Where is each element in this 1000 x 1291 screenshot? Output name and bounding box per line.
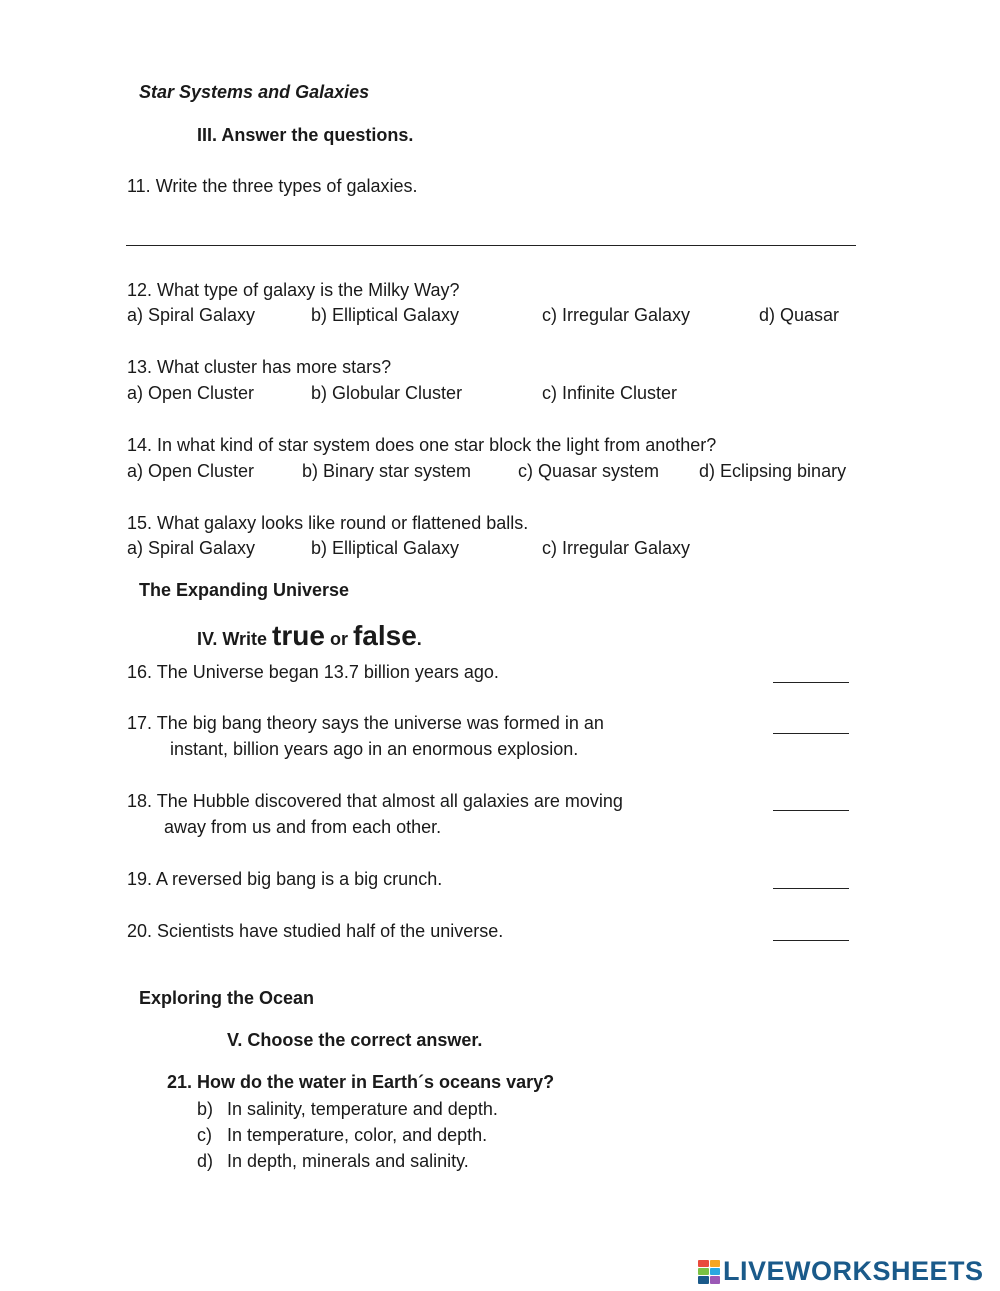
answer-blank-19[interactable] (773, 888, 849, 889)
statement-16: 16. The Universe began 13.7 billion years ago. (127, 662, 499, 682)
statement-19: 19. A reversed big bang is a big crunch. (127, 869, 443, 889)
q13-option-c[interactable]: c) Infinite Cluster (542, 383, 678, 403)
q12-option-b[interactable]: b) Elliptical Galaxy (311, 305, 460, 325)
liveworksheets-brand-text: LIVEWORKSHEETS (723, 1256, 984, 1286)
q12-option-a[interactable]: a) Spiral Galaxy (127, 305, 256, 325)
question-12: 12. What type of galaxy is the Milky Way? (127, 280, 460, 300)
q14-option-c[interactable]: c) Quasar system (518, 461, 660, 481)
instruction-choose-answer: V. Choose the correct answer. (227, 1030, 483, 1050)
statement-18-line-1: 18. The Hubble discovered that almost all galaxies are moving (127, 791, 623, 811)
statement-20: 20. Scientists have studied half of the universe. (127, 921, 504, 941)
statement-17-line-2: instant, billion years ago in an enormous explosion. (170, 739, 579, 759)
answer-blank-20[interactable] (773, 940, 849, 941)
statement-17-line-1: 17. The big bang theory says the universe was formed in an (127, 713, 604, 733)
q21-option-b-letter: b) (197, 1099, 214, 1119)
q21-option-d-letter: d) (197, 1151, 214, 1171)
q21-option-b[interactable] (197, 1099, 498, 1120)
question-21: 21. How do the water in Earth´s oceans vary? (167, 1072, 555, 1092)
instruction-answer-questions: III. Answer the questions. (197, 125, 414, 145)
q15-option-b[interactable]: b) Elliptical Galaxy (311, 538, 460, 558)
section-title-star-systems: Star Systems and Galaxies (139, 82, 370, 102)
q13-option-b[interactable]: b) Globular Cluster (311, 383, 463, 403)
q12-option-c[interactable]: c) Irregular Galaxy (542, 305, 691, 325)
answer-blank-16[interactable] (773, 682, 849, 683)
liveworksheets-logo (698, 1256, 984, 1287)
question-15: 15. What galaxy looks like round or flattened balls. (127, 513, 529, 533)
q21-option-c-text: In temperature, color, and depth. (227, 1125, 488, 1145)
q12-option-d[interactable]: d) Quasar (759, 305, 840, 325)
q21-option-d[interactable] (197, 1151, 469, 1172)
q14-option-d[interactable]: d) Eclipsing binary (699, 461, 847, 481)
q21-option-b-text: In salinity, temperature and depth. (227, 1099, 498, 1119)
q15-option-c[interactable]: c) Irregular Galaxy (542, 538, 691, 558)
q14-option-b[interactable]: b) Binary star system (302, 461, 472, 481)
q21-option-d-text: In depth, minerals and salinity. (227, 1151, 469, 1171)
answer-blank-17[interactable] (773, 733, 849, 734)
q13-option-a[interactable]: a) Open Cluster (127, 383, 255, 403)
question-13: 13. What cluster has more stars? (127, 357, 392, 377)
question-11: 11. Write the three types of galaxies. (127, 176, 418, 196)
section-title-exploring-ocean: Exploring the Ocean (139, 988, 315, 1008)
liveworksheets-logo-icon (698, 1260, 720, 1284)
question-14: 14. In what kind of star system does one star block the light from another? (127, 435, 717, 455)
q15-option-a[interactable]: a) Spiral Galaxy (127, 538, 256, 558)
q21-option-c[interactable] (197, 1125, 487, 1146)
q14-option-a[interactable]: a) Open Cluster (127, 461, 255, 481)
answer-blank-18[interactable] (773, 810, 849, 811)
instruction-true-false: IV. Write true or false. (197, 620, 422, 651)
q21-option-c-letter: c) (197, 1125, 212, 1145)
answer-line-11[interactable] (126, 245, 856, 246)
statement-18-line-2: away from us and from each other. (164, 817, 442, 837)
section-title-expanding-universe: The Expanding Universe (139, 580, 350, 600)
